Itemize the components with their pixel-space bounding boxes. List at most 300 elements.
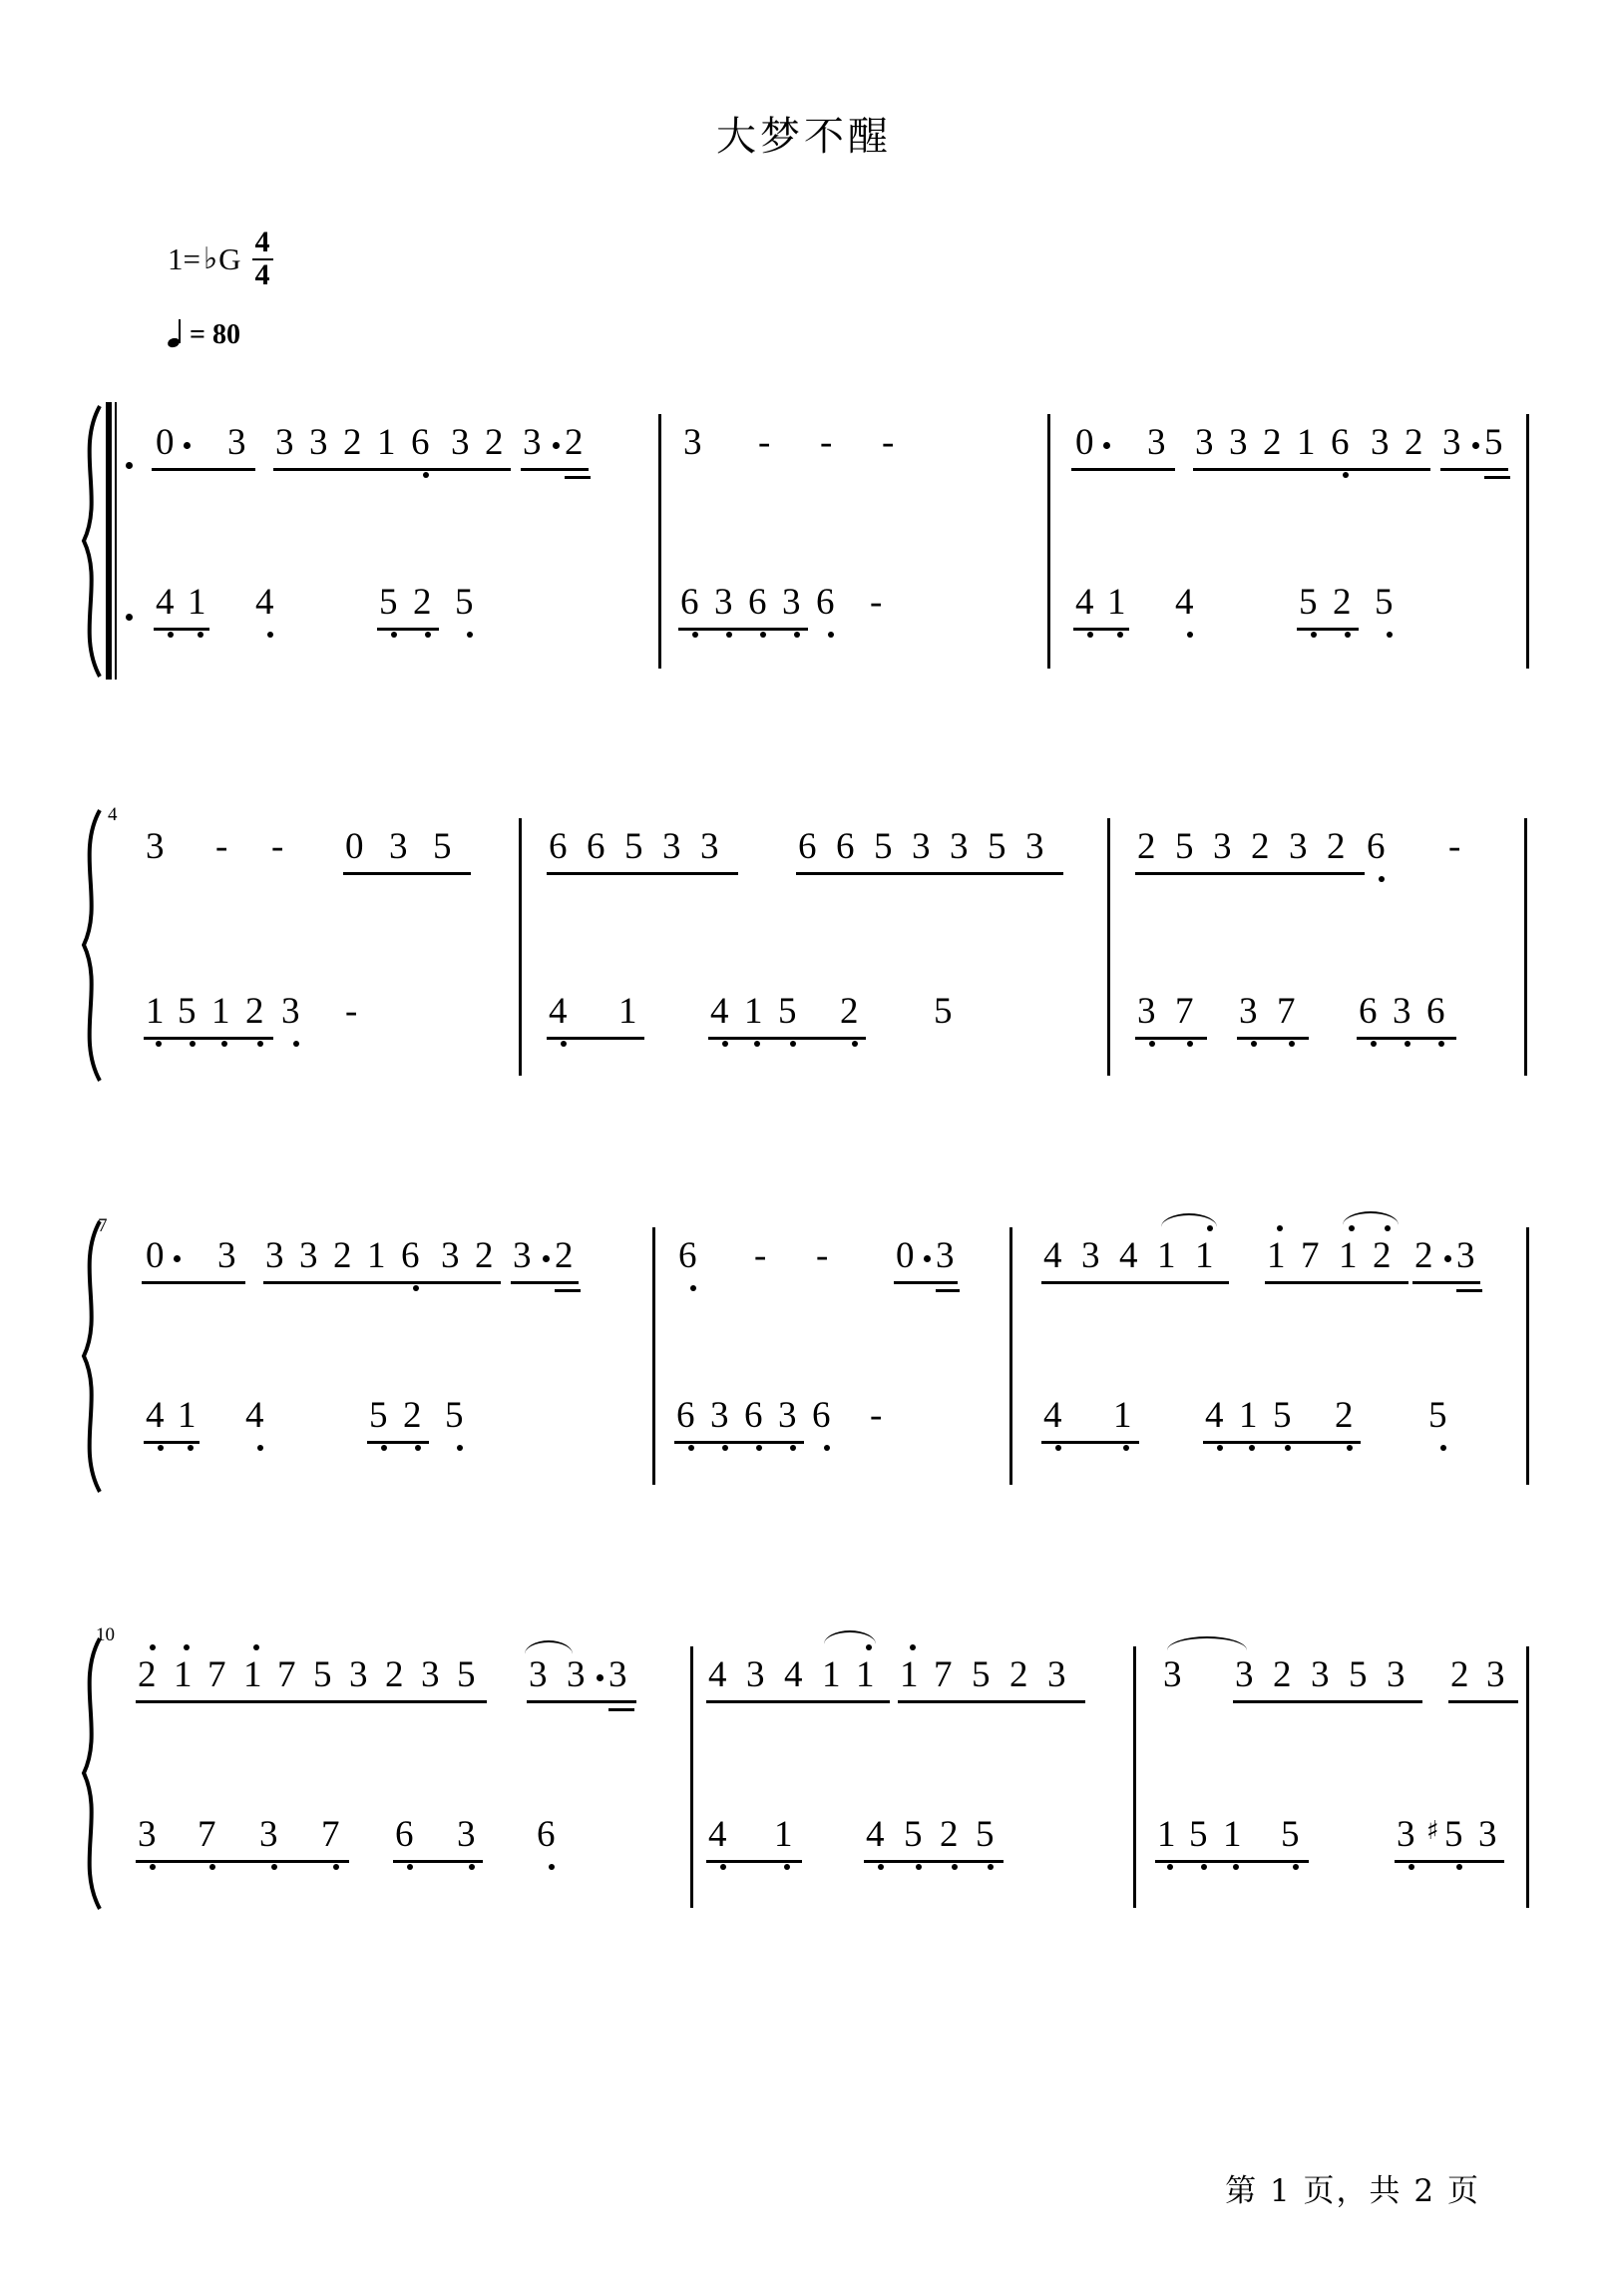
note: 1	[618, 991, 637, 1032]
octave-dot-low	[1438, 1041, 1444, 1047]
octave-dot-low	[168, 632, 174, 638]
octave-dot-low	[221, 1041, 227, 1047]
duration-dash: -	[754, 1235, 767, 1276]
octave-dot-low	[1408, 1864, 1414, 1870]
note: 3	[349, 1654, 368, 1695]
note: 3	[1397, 1814, 1415, 1855]
note: 0	[345, 826, 364, 867]
measure-number: 7	[98, 1215, 108, 1236]
slur	[1161, 1213, 1217, 1227]
octave-dot-low	[824, 1445, 830, 1451]
octave-dot-low	[1117, 632, 1123, 638]
note: 3	[662, 826, 681, 867]
note: 4	[156, 582, 175, 623]
duration-dash: -	[758, 422, 771, 463]
beam	[1203, 1441, 1361, 1444]
octave-dot-high	[253, 1644, 259, 1650]
sharp-accidental: ♯	[1426, 1816, 1439, 1846]
octave-dot-low	[467, 632, 473, 638]
note: 3	[1289, 826, 1308, 867]
note: 6	[812, 1395, 831, 1436]
note: 5	[455, 582, 474, 623]
slur	[824, 1630, 876, 1644]
note: 2	[1251, 826, 1270, 867]
octave-dot-low	[1387, 632, 1393, 638]
note: 4	[1175, 582, 1194, 623]
note: 3	[523, 422, 542, 463]
note: 1	[1267, 1235, 1286, 1276]
note: 7	[934, 1654, 953, 1695]
beam	[1071, 468, 1175, 471]
barline	[658, 414, 661, 669]
barline	[1047, 414, 1050, 669]
note: 6	[411, 422, 430, 463]
octave-dot-low	[209, 1864, 215, 1870]
beam	[1265, 1281, 1408, 1284]
beam	[1395, 1860, 1504, 1863]
augmentation-dot	[1472, 442, 1479, 449]
note: 1	[1157, 1235, 1176, 1276]
beam	[142, 1281, 245, 1284]
beam	[708, 1037, 866, 1040]
barline	[1107, 818, 1110, 1076]
note: 3	[1047, 1654, 1066, 1695]
octave-dot-low	[688, 1445, 694, 1451]
note: 5	[1189, 1814, 1208, 1855]
note: 3	[389, 826, 408, 867]
note: 3	[281, 991, 300, 1032]
note: 5	[1299, 582, 1318, 623]
note: 3	[441, 1235, 460, 1276]
octave-dot-low	[1187, 632, 1193, 638]
octave-dot-low	[188, 1445, 194, 1451]
note: 2	[413, 582, 432, 623]
note: 3	[451, 422, 470, 463]
beam	[144, 1441, 200, 1444]
note: 5	[976, 1814, 995, 1855]
octave-dot-low	[407, 1864, 413, 1870]
barline	[652, 1227, 655, 1485]
beam	[343, 872, 471, 875]
octave-dot-high	[1385, 1225, 1391, 1231]
beam	[674, 1441, 804, 1444]
duration-dash: -	[271, 826, 284, 867]
octave-dot-low	[1311, 632, 1317, 638]
octave-dot-low	[1440, 1445, 1446, 1451]
meter-denominator: 4	[254, 257, 270, 291]
note: 4	[866, 1814, 885, 1855]
beam	[898, 1700, 1085, 1703]
note: 4	[1075, 582, 1094, 623]
note: 5	[904, 1814, 923, 1855]
system-1	[60, 404, 1556, 679]
octave-dot-low	[1149, 1041, 1155, 1047]
note: 2	[1373, 1235, 1392, 1276]
note: 6	[1359, 991, 1378, 1032]
note: 2	[245, 991, 264, 1032]
note: 5	[379, 582, 398, 623]
octave-dot-low	[722, 1041, 728, 1047]
note: 3	[1147, 422, 1166, 463]
octave-dot-low	[692, 632, 698, 638]
octave-dot-low	[988, 1864, 994, 1870]
note: 5	[1281, 1814, 1300, 1855]
beam	[1135, 1037, 1207, 1040]
octave-dot-low	[156, 1041, 162, 1047]
augmentation-dot	[543, 1255, 550, 1262]
note: 3	[146, 826, 165, 867]
system-3-melody-row	[60, 1237, 1556, 1307]
note: 6	[798, 826, 817, 867]
note: 1	[174, 1654, 193, 1695]
beam	[1440, 468, 1508, 471]
note: 3	[1442, 422, 1461, 463]
system-3-bass-row	[60, 1397, 1556, 1467]
note: 4	[549, 991, 568, 1032]
octave-dot-low	[1167, 1864, 1173, 1870]
note: 5	[313, 1654, 332, 1695]
note: 1	[900, 1654, 919, 1695]
augmentation-dot	[184, 442, 191, 449]
note: 3	[529, 1654, 548, 1695]
augmentation-dot	[924, 1255, 931, 1262]
note: 5	[934, 991, 953, 1032]
measure-number: 10	[96, 1624, 115, 1645]
key-letter: G	[218, 240, 241, 276]
note: 1	[188, 582, 206, 623]
meter-numerator: 4	[252, 228, 273, 260]
octave-dot-high	[910, 1644, 916, 1650]
octave-dot-low	[561, 1041, 567, 1047]
octave-dot-low	[952, 1864, 958, 1870]
note: 2	[555, 1235, 574, 1276]
octave-dot-low	[425, 632, 431, 638]
note: 5	[433, 826, 452, 867]
note: 2	[1009, 1654, 1028, 1695]
note: 3	[1213, 826, 1232, 867]
octave-dot-low	[549, 1864, 555, 1870]
octave-dot-low	[852, 1041, 858, 1047]
note: 3	[1239, 991, 1258, 1032]
note: 3	[1393, 991, 1411, 1032]
note: 2	[385, 1654, 404, 1695]
barline	[1009, 1227, 1012, 1485]
system-1-bass-row	[60, 584, 1556, 654]
note: 1	[856, 1654, 875, 1695]
octave-dot-low	[413, 1285, 419, 1291]
note: 3	[1478, 1814, 1497, 1855]
beam	[1297, 628, 1359, 631]
beam	[565, 476, 591, 479]
note: 3	[299, 1235, 318, 1276]
note: 6	[1331, 422, 1350, 463]
octave-dot-low	[1345, 632, 1351, 638]
octave-dot-low	[415, 1445, 421, 1451]
beam	[706, 1700, 890, 1703]
octave-dot-low	[1123, 1445, 1129, 1451]
octave-dot-low	[1249, 1445, 1255, 1451]
octave-dot-low	[1343, 472, 1349, 478]
beam	[1484, 476, 1510, 479]
note: 4	[1043, 1235, 1062, 1276]
note: 2	[1414, 1235, 1433, 1276]
beam	[393, 1860, 483, 1863]
system-2	[60, 804, 1556, 1083]
octave-dot-low	[158, 1445, 164, 1451]
beam	[1448, 1700, 1518, 1703]
note: 4	[245, 1395, 264, 1436]
note: 6	[587, 826, 605, 867]
note: 1	[822, 1654, 841, 1695]
barline	[1133, 1646, 1136, 1908]
note: 5	[178, 991, 197, 1032]
note: 2	[1405, 422, 1423, 463]
beam	[1412, 1281, 1480, 1284]
octave-dot-low	[190, 1041, 196, 1047]
octave-dot-low	[333, 1864, 339, 1870]
augmentation-dot	[553, 442, 560, 449]
note: 6	[1426, 991, 1445, 1032]
note: 5	[1484, 422, 1503, 463]
beam	[1456, 1289, 1482, 1292]
note: 6	[395, 1814, 414, 1855]
note: 7	[1301, 1235, 1320, 1276]
note: 5	[988, 826, 1006, 867]
note: 6	[549, 826, 568, 867]
note: 2	[1333, 582, 1352, 623]
octave-dot-high	[184, 1644, 190, 1650]
note: 6	[836, 826, 855, 867]
note: 3	[683, 422, 702, 463]
augmentation-dot	[1444, 1255, 1451, 1262]
octave-dot-low	[756, 1445, 762, 1451]
beam	[152, 468, 255, 471]
note: 6	[744, 1395, 763, 1436]
note: 2	[1263, 422, 1282, 463]
tempo-value: = 80	[190, 319, 240, 350]
octave-dot-high	[866, 1644, 872, 1650]
octave-dot-low	[722, 1445, 728, 1451]
note: 3	[1387, 1654, 1406, 1695]
beam	[1237, 1037, 1309, 1040]
octave-dot-low	[198, 632, 203, 638]
octave-dot-high	[150, 1644, 156, 1650]
note: 2	[1137, 826, 1156, 867]
note: 2	[840, 991, 859, 1032]
beam	[936, 1289, 960, 1292]
note: 3	[259, 1814, 278, 1855]
octave-dot-low	[1293, 1864, 1299, 1870]
note: 5	[624, 826, 643, 867]
octave-dot-low	[1217, 1445, 1223, 1451]
note: 0	[156, 422, 175, 463]
note: 4	[1043, 1395, 1062, 1436]
note: 3	[1081, 1235, 1100, 1276]
beam	[367, 1441, 429, 1444]
beam	[1193, 468, 1430, 471]
octave-dot-low	[1285, 1445, 1291, 1451]
note: 3	[1311, 1654, 1330, 1695]
note: 3	[1229, 422, 1248, 463]
note: 3	[309, 422, 328, 463]
note: 6	[1367, 826, 1386, 867]
note: 3	[275, 422, 294, 463]
system-2-bass-row	[60, 993, 1556, 1063]
barline	[519, 818, 522, 1076]
octave-dot-low	[794, 632, 800, 638]
duration-dash: -	[882, 422, 895, 463]
note: 2	[565, 422, 584, 463]
note: 6	[680, 582, 699, 623]
beam	[136, 1700, 487, 1703]
octave-dot-low	[469, 1864, 475, 1870]
note: 4	[146, 1395, 165, 1436]
octave-dot-low	[257, 1445, 263, 1451]
barline	[690, 1646, 693, 1908]
octave-dot-low	[1233, 1864, 1239, 1870]
note: 3	[1235, 1654, 1254, 1695]
octave-dot-low	[150, 1864, 156, 1870]
note: 3	[513, 1235, 532, 1276]
note: 3	[1456, 1235, 1475, 1276]
duration-dash: -	[215, 826, 228, 867]
note: 4	[708, 1814, 727, 1855]
note: 5	[874, 826, 893, 867]
beam	[1357, 1037, 1456, 1040]
beam	[263, 1281, 501, 1284]
note: 6	[816, 582, 835, 623]
octave-dot-low	[790, 1445, 796, 1451]
augmentation-dot	[1103, 442, 1110, 449]
octave-dot-low	[1379, 876, 1385, 882]
note: 2	[1450, 1654, 1469, 1695]
beam	[377, 628, 439, 631]
key-signature	[168, 228, 273, 290]
octave-dot-low	[1055, 1445, 1061, 1451]
beam	[527, 1700, 636, 1703]
note: 2	[138, 1654, 157, 1695]
note: 7	[207, 1654, 226, 1695]
note: 2	[1273, 1654, 1292, 1695]
note: 3	[1195, 422, 1214, 463]
beam	[1073, 628, 1129, 631]
note: 7	[1277, 991, 1296, 1032]
system-3	[60, 1215, 1556, 1494]
system-4-bass-row	[60, 1816, 1556, 1886]
octave-dot-low	[916, 1864, 922, 1870]
barline	[1526, 414, 1529, 669]
note: 1	[243, 1654, 262, 1695]
octave-dot-low	[760, 632, 766, 638]
note: 3	[950, 826, 969, 867]
note: 3	[700, 826, 719, 867]
time-signature	[252, 228, 273, 290]
octave-dot-low	[1347, 1445, 1353, 1451]
note: 7	[321, 1814, 340, 1855]
octave-dot-low	[381, 1445, 387, 1451]
duration-dash: -	[820, 422, 833, 463]
note: 4	[1205, 1395, 1224, 1436]
system-4	[60, 1624, 1556, 1911]
note: 3	[936, 1235, 955, 1276]
note: 1	[774, 1814, 793, 1855]
note: 5	[1175, 826, 1194, 867]
octave-dot-high	[1277, 1225, 1283, 1231]
note: 3	[138, 1814, 157, 1855]
note: 4	[710, 991, 729, 1032]
octave-dot-low	[1187, 1041, 1193, 1047]
note: 5	[1375, 582, 1394, 623]
note: 5	[1349, 1654, 1368, 1695]
note: 6	[401, 1235, 420, 1276]
beam	[1041, 1281, 1229, 1284]
note: 2	[333, 1235, 352, 1276]
note: 3	[782, 582, 801, 623]
beam	[864, 1860, 1004, 1863]
note: 5	[445, 1395, 464, 1436]
beam	[555, 1289, 581, 1292]
note: 3	[1025, 826, 1044, 867]
note: 1	[211, 991, 230, 1032]
note: 3	[746, 1654, 765, 1695]
note: 1	[1195, 1235, 1214, 1276]
octave-dot-low	[391, 632, 397, 638]
note: 0	[1075, 422, 1094, 463]
note: 6	[537, 1814, 556, 1855]
note: 1	[1339, 1235, 1358, 1276]
note: 7	[198, 1814, 216, 1855]
octave-dot-low	[790, 1041, 796, 1047]
note: 5	[369, 1395, 388, 1436]
note: 6	[748, 582, 767, 623]
beam	[1135, 872, 1365, 875]
flat-symbol: ♭	[202, 241, 218, 275]
note: 4	[255, 582, 274, 623]
system-2-melody-row	[60, 828, 1556, 898]
octave-dot-low	[784, 1864, 790, 1870]
note: 3	[912, 826, 931, 867]
octave-dot-low	[754, 1041, 760, 1047]
beam	[511, 1281, 579, 1284]
octave-dot-low	[720, 1864, 726, 1870]
beam	[706, 1860, 802, 1863]
note: 1	[146, 991, 165, 1032]
page-title: 大梦不醒	[716, 114, 892, 160]
duration-dash: -	[816, 1235, 829, 1276]
augmentation-dot	[174, 1255, 181, 1262]
note: 5	[1273, 1395, 1292, 1436]
octave-dot-low	[271, 1864, 277, 1870]
note: 3	[457, 1814, 476, 1855]
note: 3	[567, 1654, 586, 1695]
note: 3	[1163, 1654, 1182, 1695]
beam	[521, 468, 589, 471]
note: 6	[676, 1395, 695, 1436]
beam	[1041, 1441, 1139, 1444]
note: 3	[710, 1395, 729, 1436]
octave-dot-low	[293, 1041, 299, 1047]
octave-dot-low	[1201, 1864, 1207, 1870]
duration-dash: -	[870, 1395, 883, 1436]
duration-dash: -	[1448, 826, 1461, 867]
note: 5	[1428, 1395, 1447, 1436]
note: 1	[744, 991, 763, 1032]
note: 5	[778, 991, 797, 1032]
octave-dot-low	[878, 1864, 884, 1870]
beam	[1233, 1700, 1422, 1703]
duration-dash: -	[870, 582, 883, 623]
note: 7	[1175, 991, 1194, 1032]
